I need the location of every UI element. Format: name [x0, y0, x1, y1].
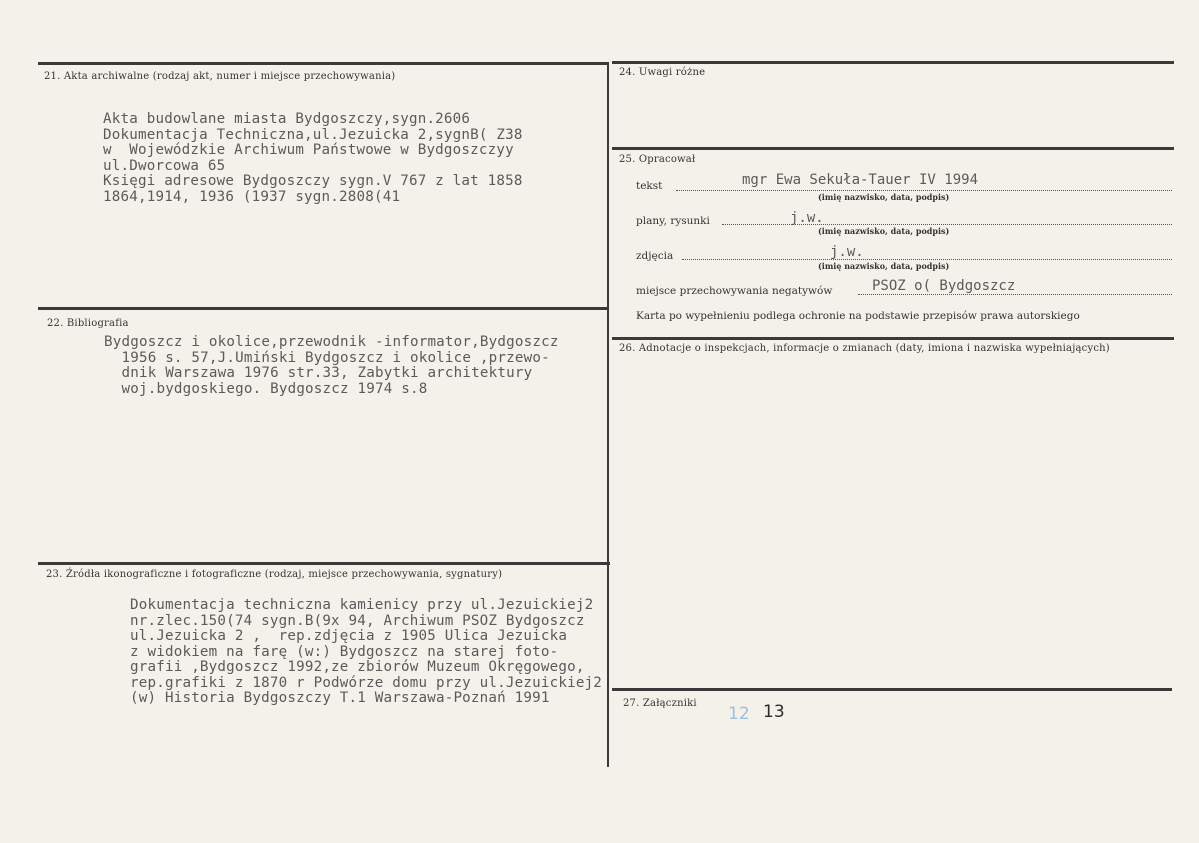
plany-value: j.w.: [790, 210, 824, 226]
section-24-heading: 24. Uwagi różne: [619, 67, 706, 78]
rule-24-25: [612, 147, 1174, 150]
zdjecia-sublabel: (imię nazwisko, data, podpis): [818, 261, 950, 271]
rule-26-27: [612, 688, 1172, 691]
center-divider: [607, 62, 609, 767]
section-21-text: Akta budowlane miasta Bydgoszczy,sygn.2606 Dokumentacja Techniczna,ul.Jezuicka 2,sygnB( Z38 w Wojewódzkie Archiwum Państwowe w Bydgoszczyy ul.Dworcowa 65 Księgi adresowe Bydgoszczy sygn.V 767 z lat 1858 1864,1914, 1936 (1937 sygn.2808(41: [103, 111, 523, 205]
section-23-text: Dokumentacja techniczna kamienicy przy ul.Jezuickiej2 nr.zlec.150(74 sygn.B(9x 94, Archiwum PSOZ Bydgoszcz ul.Jezuicka 2 , rep.zdjęcia z 1905 Ulica Jezuicka z widokiem na farę (w:) Bydgoszcz na starej foto- grafii ,Bydgoszcz 1992,ze zbiorów Muzeum Okręgowego, rep.grafiki z 1870 r Podwórze domu przy ul.Jezuickiej2 (w) Historia Bydgoszczy T.1 Warszawa-Poznań 1991: [130, 597, 603, 706]
copyright-note: Karta po wypełnieniu podlega ochronie na podstawie przepisów prawa autorskiego: [636, 310, 1080, 322]
rule-22-23: [38, 562, 610, 565]
rule-25-26: [612, 337, 1174, 340]
tekst-value: mgr Ewa Sekuła-Tauer IV 1994: [742, 172, 979, 188]
section-22-text: Bydgoszcz i okolice,przewodnik -informator,Bydgoszcz 1956 s. 57,J.Umiński Bydgoszcz i okolice ,przewo- dnik Warszawa 1976 str.33, Zabytki architektury woj.bydgoskiego. Bydgoszcz 1974 s.8: [104, 334, 559, 397]
tekst-label: tekst: [636, 180, 663, 192]
negatywy-label: miejsce przechowywania negatywów: [636, 285, 833, 297]
top-rule-left: [38, 62, 608, 65]
negatywy-value: PSOZ o( Bydgoszcz: [872, 278, 1016, 294]
plany-sublabel: (imię nazwisko, data, podpis): [818, 226, 950, 236]
top-rule-right: [612, 61, 1174, 64]
tekst-dotted-line: [676, 190, 1172, 191]
section-27-heading: 27. Załączniki: [623, 698, 697, 709]
section-21-heading: 21. Akta archiwalne (rodzaj akt, numer i miejsce przechowywania): [44, 71, 396, 82]
attachment-number-black: 13: [763, 702, 785, 722]
section-26-heading: 26. Adnotacje o inspekcjach, informacje o zmianach (daty, imiona i nazwiska wypełniających): [619, 343, 1110, 354]
plany-label: plany, rysunki: [636, 215, 710, 227]
zdjecia-value: j.w.: [830, 244, 864, 260]
negatywy-dotted-line: [858, 294, 1172, 295]
tekst-sublabel: (imię nazwisko, data, podpis): [818, 192, 950, 202]
zdjecia-dotted-line: [682, 259, 1172, 260]
rule-21-22: [38, 307, 608, 310]
section-23-heading: 23. Źródła ikonograficzne i fotograficzne (rodzaj, miejsce przechowywania, sygnatury): [46, 569, 503, 580]
section-22-heading: 22. Bibliografia: [47, 318, 129, 329]
zdjecia-label: zdjęcia: [636, 250, 674, 262]
section-25-heading: 25. Opracował: [619, 154, 696, 165]
attachment-number-blue: 12: [728, 704, 750, 724]
